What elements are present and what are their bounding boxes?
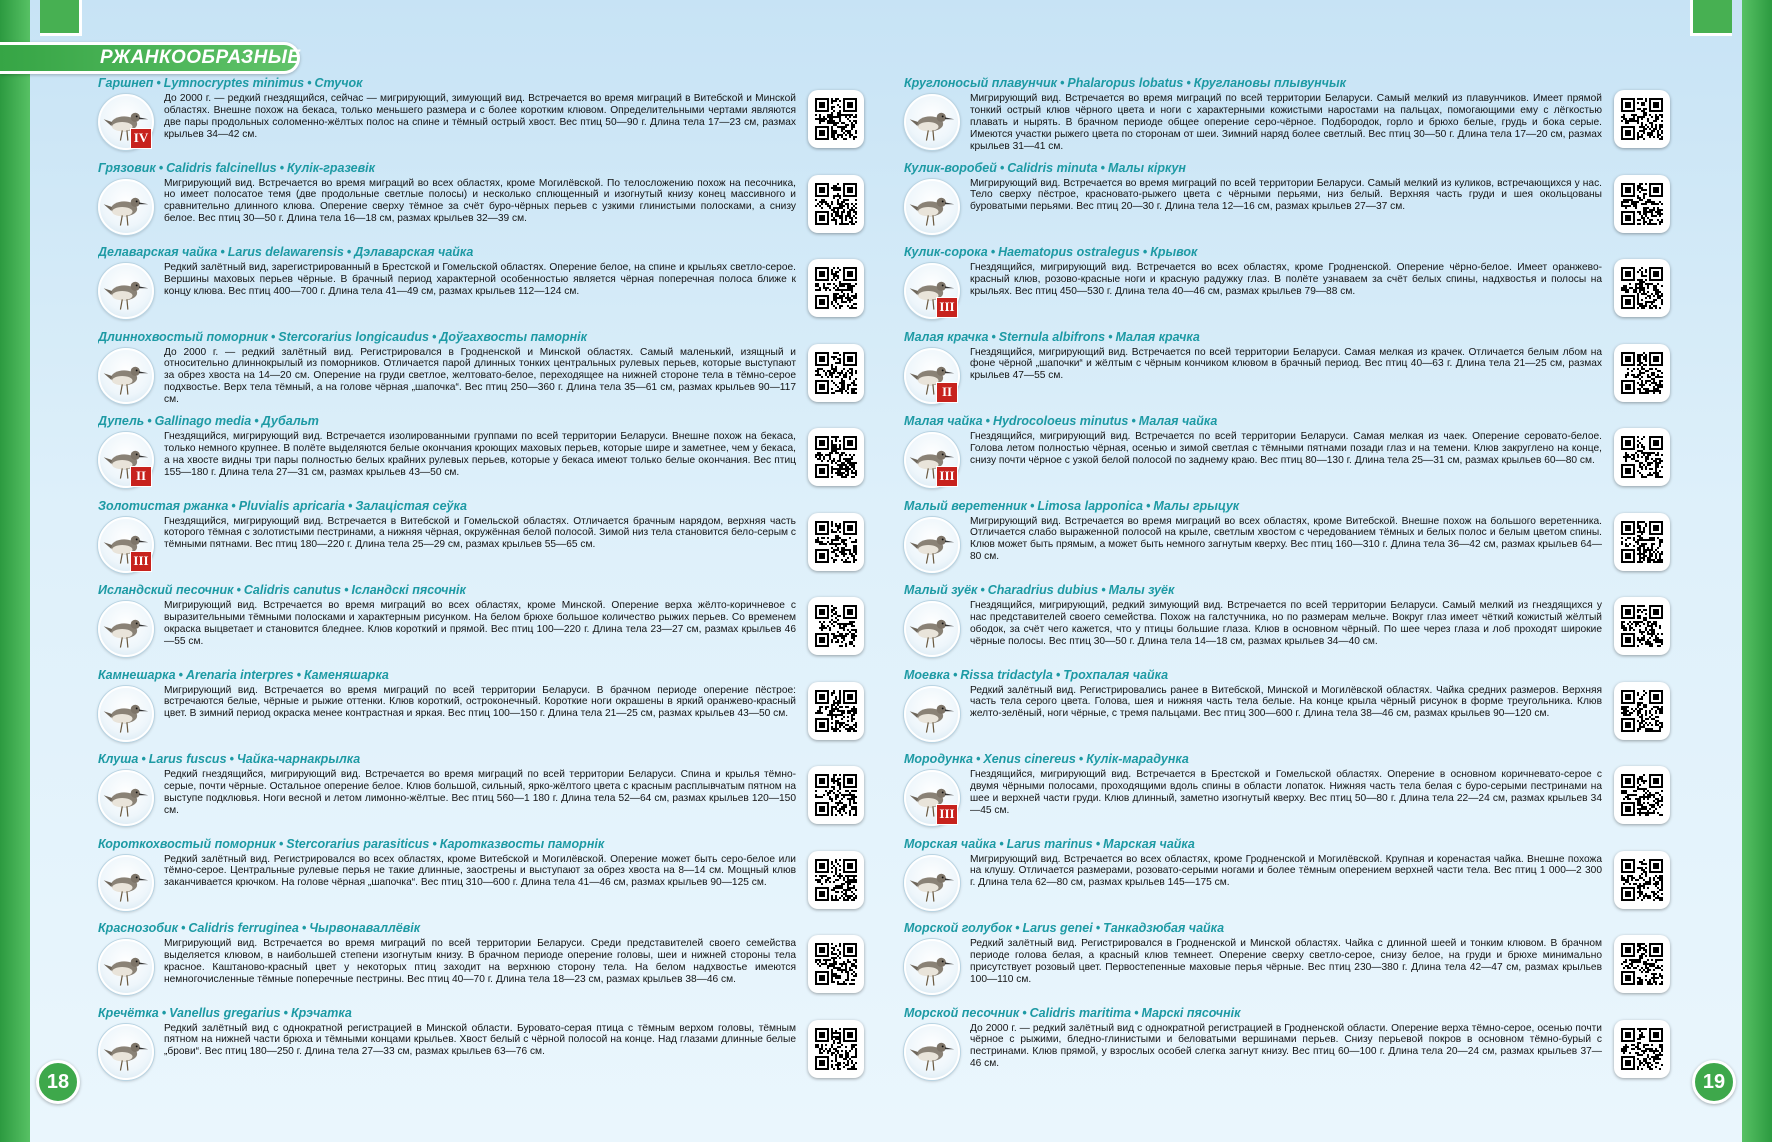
- species-name-latin: Charadrius dubius: [987, 583, 1099, 597]
- red-book-category-badge: III: [936, 466, 958, 487]
- bird-photo: [98, 601, 154, 657]
- species-entry: [98, 499, 868, 584]
- separator-dot: •: [344, 583, 349, 597]
- qr-pattern: [1621, 182, 1663, 226]
- species-heading: [98, 583, 868, 597]
- separator-dot: •: [296, 667, 301, 682]
- separator-dot: •: [346, 245, 352, 259]
- qr-code[interactable]: [1614, 766, 1670, 824]
- species-name-ru: Моевка: [904, 667, 950, 682]
- species-name-by: Каротказвосты паморнік: [439, 836, 605, 851]
- species-entry: [98, 245, 868, 330]
- species-name-by: Малы кіркун: [1107, 160, 1186, 175]
- species-entry: [904, 499, 1674, 584]
- separator-dot: •: [161, 1005, 167, 1020]
- species-name-latin: Vanellus gregarius: [169, 1005, 281, 1020]
- species-name-latin: Stercorarius parasiticus: [286, 836, 430, 851]
- qr-code[interactable]: [1614, 259, 1670, 317]
- bird-photo: [904, 686, 960, 742]
- qr-code[interactable]: [808, 851, 864, 909]
- species-name-latin: Larus marinus: [1006, 836, 1093, 851]
- species-heading: [98, 921, 868, 935]
- species-entry: [98, 583, 868, 668]
- species-name-latin: Rissa tridactyla: [960, 667, 1053, 682]
- qr-pattern: [815, 435, 857, 479]
- bird-photo: [904, 179, 960, 235]
- species-entry: [904, 1006, 1674, 1091]
- bird-icon: [906, 857, 958, 909]
- species-description: Редкий залётный вид. Регистрировались ранее в Витебской, Минской и Могилёвской областях. Чайка средних размеров. Верхняя часть тела серого цвета. Голова, шея и нижняя часть тела белые. На конце крыла чёрный рисунок в форме треугольника. Клюв желто-зелёный, ноги чёрные, с тремя пальцами. Вес птиц 300—600 г. Длина тела 38—46 см, размах крыльев 90—120 см.: [970, 684, 1602, 720]
- species-name-ru: Кулик-воробей: [904, 160, 997, 175]
- separator-dot: •: [431, 329, 437, 344]
- qr-code[interactable]: [1614, 851, 1670, 909]
- separator-dot: •: [990, 245, 996, 259]
- bird-photo: [904, 94, 960, 150]
- qr-pattern: [1621, 1027, 1663, 1071]
- species-description: Мигрирующий вид. Встречается во время миграций по всей территории Беларуси. Самый мелкий из куликов, встречающихся у нас. Тело сверху пёстрое, красновато-рыжего цвета с чёрными перьями, низ белый. Верхняя часть груди и шея окольцованы буроватыми перьями. Вес птиц 20—30 г. Длина тела 12—16 см, размах крыльев 27—37 см.: [970, 177, 1602, 213]
- species-name-latin: Larus genei: [1022, 921, 1093, 935]
- qr-code[interactable]: [1614, 513, 1670, 571]
- species-name-by: Танкадзюбая чайка: [1103, 921, 1225, 935]
- species-entry: [904, 245, 1674, 330]
- bird-photo: [98, 855, 154, 911]
- species-name-ru: Дупель: [98, 414, 145, 428]
- separator-dot: •: [307, 76, 312, 90]
- qr-code[interactable]: [808, 597, 864, 655]
- qr-code[interactable]: [808, 259, 864, 317]
- species-entry: [98, 330, 868, 415]
- qr-pattern: [815, 942, 857, 986]
- separator-dot: •: [1108, 329, 1113, 344]
- species-entry: [904, 414, 1674, 499]
- species-name-by: Трохпалая чайка: [1063, 667, 1169, 682]
- separator-dot: •: [1029, 498, 1035, 513]
- separator-dot: •: [1131, 414, 1136, 428]
- separator-dot: •: [985, 414, 990, 428]
- species-name-ru: Морской песочник: [904, 1005, 1020, 1020]
- separator-dot: •: [180, 921, 186, 935]
- species-name-by: Марскі пясочнік: [1141, 1005, 1241, 1020]
- qr-pattern: [1621, 435, 1663, 479]
- species-heading: [98, 837, 868, 851]
- qr-code[interactable]: [1614, 175, 1670, 233]
- species-name-latin: Hydrocoloeus minutus: [992, 414, 1129, 428]
- qr-pattern: [815, 97, 857, 141]
- species-name-by: Дэлаварская чайка: [354, 245, 474, 259]
- species-entry: [98, 752, 868, 837]
- qr-code[interactable]: [808, 935, 864, 993]
- qr-code[interactable]: [808, 1020, 864, 1078]
- separator-dot: •: [1100, 160, 1105, 175]
- species-name-latin: Pluvialis apricaria: [238, 498, 345, 513]
- species-name-by: Круглановы плывунчык: [1193, 76, 1346, 90]
- species-description: До 2000 г. — редкий залётный вид с однократной регистрацией в Гродненской области. Оперение верха тёмно-серое, осенью почти чёрное с рыжими, бледно-глинистыми и беловатыми вершинами перьев. Снизу перьевой покров в основном тёмно-бурый с пестринами. Клюв прямой, у взрослых особей слегка загнут книзу. Вес птиц 60—100 г. Длина тела 20—24 см, размах крыльев 37—46 см.: [970, 1022, 1602, 1070]
- species-heading: [98, 76, 868, 90]
- bird-icon: [906, 1026, 958, 1078]
- bird-icon: [100, 1026, 152, 1078]
- species-name-ru: Малая чайка: [904, 414, 983, 428]
- separator-dot: •: [147, 414, 152, 428]
- species-entry: [98, 1006, 868, 1091]
- species-entry: [98, 837, 868, 922]
- qr-pattern: [1621, 942, 1663, 986]
- species-heading: [98, 1006, 868, 1020]
- species-name-ru: Малый зуёк: [904, 583, 978, 597]
- species-name-by: Дубальт: [261, 414, 319, 428]
- species-heading: [904, 245, 1674, 259]
- species-name-ru: Исландский песочник: [98, 583, 234, 597]
- species-entry: [904, 330, 1674, 415]
- species-name-ru: Краснозобик: [98, 921, 178, 935]
- red-book-category-badge: III: [130, 551, 152, 572]
- bird-photo: [904, 601, 960, 657]
- species-description: Мигрирующий вид. Встречается во всех областях, кроме Гродненской и Могилёвской. Крупная и коренастая чайка. Внешне похожа на клушу. Отличается размерами, розовато-серыми ногами и более тёмным оперением верхней части тела. Вес птиц 1 000—2 300 г. Длина тела 62—80 см, размах крыльев 145—175 см.: [970, 853, 1602, 889]
- species-heading: [98, 330, 868, 344]
- red-book-category-badge: III: [936, 297, 958, 318]
- species-description: Мигрирующий вид. Встречается во время миграций по всей территории Беларуси. В брачном периоде оперение пёстрое: встречаются белые, чёрные и рыжие оттенки. Клюв короткий, остроконечный. Короткие ноги окрашены в яркий оранжево-красный цвет. В зимний период окраска менее контрастная и яркая. Вес птиц 100—150 г. Длина тела 21—25 см, размах крыльев 43—50 см.: [164, 684, 796, 720]
- bird-icon: [100, 857, 152, 909]
- page-number-left: 18: [36, 1060, 80, 1104]
- bird-icon: [100, 350, 152, 402]
- separator-dot: •: [1015, 921, 1020, 935]
- separator-dot: •: [283, 1005, 288, 1020]
- species-entry: [98, 161, 868, 246]
- species-name-by: Кулік-марадунка: [1086, 752, 1189, 766]
- species-name-latin: Limosa lapponica: [1037, 498, 1143, 513]
- species-heading: [904, 499, 1674, 513]
- section-title: РЖАНКООБРАЗНЫЕ: [100, 47, 301, 68]
- qr-pattern: [1621, 858, 1663, 902]
- species-entry: [904, 668, 1674, 753]
- species-entry: [98, 921, 868, 1006]
- species-description: Гнездящийся, мигрирующий вид. Встречается во всех областях, кроме Гродненской. Оперение чёрно-белое. Имеет оранжево-красный клюв, розово-красные ноги и красную радужку глаз. В полёте узнаваем за счёт белых спины, надхвостья и полосы на крыльях. Вес птиц 450—530 г. Длина тела 40—46 см, размах крыльев 79—88 см.: [970, 262, 1602, 297]
- separator-dot: •: [301, 921, 307, 935]
- qr-pattern: [815, 604, 857, 648]
- species-description: Гнездящийся, мигрирующий вид. Встречается в Брестской и Гомельской областях. Оперение в основном коричневато-серое с двумя чёрными полосами, проходящими вдоль спины в области лопаток. Нижняя часть тела белая с буро-серыми пестринами на шее и верхней части груди. Клюв длинный, заметно изогнутый кверху. Вес птиц 50—80 г. Длина тела 22—24 см, размах крыльев 34—45 см.: [970, 769, 1602, 816]
- species-description: Редкий гнездящийся, мигрирующий вид. Встречается во время миграций по всей территории Беларуси. Спина и крылья тёмно-серые, почти чёрные. Остальное оперение белое. Клюв большой, сильный, ярко-жёлтого цвета с красным расплывчатым пятном на выступе подклювья. Ноги весной и летом лимонно-жёлтые. Вес птиц 560—1 180 г. Длина тела 52—64 см, размах крыльев 120—150 см.: [164, 769, 796, 816]
- separator-dot: •: [156, 76, 161, 90]
- species-heading: [904, 161, 1674, 175]
- bird-icon: [906, 96, 958, 148]
- bird-icon: [906, 688, 958, 740]
- species-name-ru: Клуша: [98, 752, 139, 766]
- separator-dot: •: [141, 752, 146, 766]
- separator-dot: •: [229, 752, 234, 766]
- qr-pattern: [1621, 97, 1663, 141]
- species-name-latin: Larus fuscus: [148, 752, 227, 766]
- bird-icon: [100, 772, 152, 824]
- qr-code[interactable]: [1614, 344, 1670, 402]
- species-heading: [904, 583, 1674, 597]
- qr-pattern: [1621, 520, 1663, 564]
- species-name-latin: Arenaria interpres: [185, 667, 294, 682]
- species-name-by: Ісландскі пясочнік: [351, 583, 466, 597]
- bird-icon: [906, 181, 958, 233]
- bird-photo: [98, 179, 154, 235]
- qr-pattern: [1621, 604, 1663, 648]
- bird-icon: [100, 181, 152, 233]
- species-name-by: Доўгахвосты паморнік: [439, 329, 587, 344]
- separator-dot: •: [1078, 752, 1084, 766]
- qr-pattern: [1621, 351, 1663, 395]
- separator-dot: •: [1095, 836, 1101, 851]
- qr-code[interactable]: [808, 428, 864, 486]
- species-name-by: Малая чайка: [1138, 414, 1218, 428]
- qr-code[interactable]: [808, 513, 864, 571]
- separator-dot: •: [953, 667, 958, 682]
- qr-pattern: [815, 182, 857, 226]
- species-name-by: Кулік-гразевік: [286, 160, 375, 175]
- species-name-latin: Gallinago media: [154, 414, 252, 428]
- bird-photo: [904, 855, 960, 911]
- species-entry: [904, 837, 1674, 922]
- species-name-by: Стучок: [314, 76, 363, 90]
- species-entry: [904, 76, 1674, 161]
- qr-pattern: [815, 858, 857, 902]
- species-heading: [904, 668, 1674, 682]
- species-name-latin: Calidris falcinellus: [166, 160, 277, 175]
- qr-pattern: [815, 266, 857, 310]
- separator-dot: •: [999, 160, 1005, 175]
- species-description: Редкий залётный вид. Регистрировался в Гродненской и Минской областях. Чайка с длинной шеей и тонким клювом. В брачном периоде голова белая, а красный клюв темнеет. Оперение сверху светло-серое, снизу белое, на груди и брюхе минимально присутствует розовый цвет. Первостепенные маховые перья чёрные. Вес птиц 230—380 г. Длина тела 42—47 см, размах крыльев 100—110 см.: [970, 938, 1602, 985]
- species-name-by: Залацістая сеўка: [355, 498, 467, 513]
- species-heading: [904, 921, 1674, 935]
- species-description: Мигрирующий вид. Встречается во время миграций во всех областях, кроме Витебской. Внешне похож на большого веретенника. Отличается слабо выраженной полосой на крыле, светлым хвостом с чередованием тёмных и белых полос и белым цветом спины. Клюв может быть прямым, а может быть немного загнутым кверху. Вес птиц 160—310 г. Длина тела 36—42 см, размах крыльев 64—80 см.: [970, 515, 1602, 563]
- bird-photo: [98, 1024, 154, 1080]
- qr-code[interactable]: [1614, 935, 1670, 993]
- red-book-category-badge: III: [936, 804, 958, 825]
- species-name-ru: Длиннохвостый поморник: [98, 329, 268, 344]
- bird-photo: [98, 263, 154, 319]
- species-description: Редкий залётный вид с однократной регистрацией в Минской области. Буровато-серая птица с тёмным верхом головы, тёмным пятном на нижней части брюха и тёмными концами крыльев. Хвост белый с чёрной полосой на конце. Над глазами длинные белые „брови“. Вес птиц 180—250 г. Длина тела 27—33 см, размах крыльев 63—76 см.: [164, 1022, 796, 1058]
- species-name-by: Чайка-чарнакрылка: [236, 752, 361, 766]
- species-description: До 2000 г. — редкий гнездящийся, сейчас — мигрирующий, зимующий вид. Встречается во время миграций в Витебской и Минской областях. Внешне похож на бекаса, только меньшего размера и с более коротким клювом. Определительными чертами являются две пары продольных соломенно-жёлтых полос на спине и тёмный острый хвост. Вес птиц 50—90 г. Длина тела 17—23 см, размах крыльев 34—42 см.: [164, 93, 796, 140]
- separator-dot: •: [1145, 498, 1151, 513]
- separator-dot: •: [178, 667, 183, 682]
- qr-pattern: [1621, 773, 1663, 817]
- species-entry: [98, 414, 868, 499]
- separator-dot: •: [980, 583, 985, 597]
- species-name-by: Крывок: [1150, 245, 1198, 259]
- species-name-by: Марская чайка: [1103, 836, 1195, 851]
- species-description: Гнездящийся, мигрирующий вид. Встречается изолированными группами по всей территории Беларуси. Внешне похож на бекаса, только немного крупнее. В полёте выделяются белые окончания кроющих маховых перьев, которые шире и заметнее, чем у бекаса, а на хвосте видны три пары полностью белых крайних рулевых перьев, которые у бекаса имеют только белые окончания. Вес птиц 155—180 г. Длина тела 27—31 см, размах крыльев 43—50 см.: [164, 431, 796, 478]
- separator-dot: •: [236, 583, 241, 597]
- species-name-by: Малая крачка: [1115, 329, 1200, 344]
- bird-photo: [904, 1024, 960, 1080]
- qr-pattern: [815, 520, 857, 564]
- separator-dot: •: [1186, 76, 1191, 90]
- separator-dot: •: [1060, 76, 1065, 90]
- species-heading: [98, 414, 868, 428]
- species-heading: [98, 752, 868, 766]
- red-book-category-badge: II: [936, 382, 958, 403]
- species-description: Редкий залётный вид, зарегистрированный в Брестской и Гомельской областях. Оперение белое, на спине и крыльях светло-серое. Вершины маховых перьев чёрные. В брачный период характерной особенностью является чёрная поперечная полоса ближе к концу клюва. Вес птиц 400—700 г. Длина тела 41—49 см, размах крыльев 112—124 см.: [164, 262, 796, 297]
- species-name-ru: Кречётка: [98, 1005, 159, 1020]
- species-name-latin: Lymnocryptes minimus: [163, 76, 305, 90]
- bird-photo: [904, 517, 960, 573]
- species-name-ru: Делаварская чайка: [98, 245, 218, 259]
- species-entry: [904, 921, 1674, 1006]
- species-description: Мигрирующий вид. Встречается во время миграций во всех областях, кроме Минской. Оперение верха жёлто-коричневое с выразительными тёмными полосками и характерным рисунком. На белом брюхе большое количество рыжих перьев. Со временем окраска выцветает и становится бледнее. Клюв короткий и прямой. Вес птиц 100—220 г. Длина тела 23—27 см, размах крыльев 46—55 см.: [164, 600, 796, 647]
- separator-dot: •: [1101, 583, 1106, 597]
- species-name-ru: Морская чайка: [904, 836, 997, 851]
- species-heading: [98, 245, 868, 259]
- qr-code[interactable]: [808, 175, 864, 233]
- qr-code[interactable]: [1614, 682, 1670, 740]
- species-name-latin: Haematopus ostralegus: [998, 245, 1140, 259]
- separator-dot: •: [999, 836, 1004, 851]
- separator-dot: •: [1055, 667, 1061, 682]
- right-page-edge: [1742, 0, 1772, 1142]
- bird-photo: [98, 686, 154, 742]
- bird-photo: [98, 770, 154, 826]
- top-tab-left: [40, 0, 82, 36]
- species-name-by: Каменяшарка: [304, 667, 389, 682]
- species-name-latin: Calidris minuta: [1007, 160, 1098, 175]
- qr-code[interactable]: [808, 766, 864, 824]
- separator-dot: •: [991, 329, 996, 344]
- species-name-latin: Phalaropus lobatus: [1067, 76, 1184, 90]
- qr-code[interactable]: [1614, 1020, 1670, 1078]
- separator-dot: •: [1142, 245, 1148, 259]
- bird-icon: [100, 941, 152, 993]
- species-heading: [98, 161, 868, 175]
- qr-pattern: [1621, 689, 1663, 733]
- species-entry: [98, 76, 868, 161]
- bird-icon: [100, 603, 152, 655]
- species-name-ru: Кулик-сорока: [904, 245, 988, 259]
- separator-dot: •: [279, 160, 284, 175]
- species-heading: [904, 837, 1674, 851]
- species-entry: [98, 668, 868, 753]
- red-book-category-badge: II: [130, 466, 152, 487]
- red-book-category-badge: IV: [130, 128, 152, 149]
- bird-icon: [906, 519, 958, 571]
- species-name-by: Малы грыцук: [1153, 498, 1240, 513]
- species-name-ru: Круглоносый плавунчик: [904, 76, 1057, 90]
- top-tab-right: [1690, 0, 1732, 36]
- separator-dot: •: [231, 498, 236, 513]
- species-description: Гнездящийся, мигрирующий, редкий зимующий вид. Встречается по всей территории Беларуси. Самый мелкий из гнездящихся у нас представителей своего семейства. Похож на галстучника, но по размерам мельче. Вокруг глаз имеет чёткий кожистый жёлтый ободок, за счёт чего кажется, что у птицы большие глаза. Клюв в основном чёрный. По шее через глаза и лоб проходят широкие чёрные полосы. Вес птиц 30—50 г. Длина тела 14—18 см, размах крыльев 34—40 см.: [970, 600, 1602, 647]
- species-heading: [98, 499, 868, 513]
- left-page-edge: [0, 0, 30, 1142]
- species-name-ru: Мородунка: [904, 752, 973, 766]
- species-heading: [904, 76, 1674, 90]
- section-band: [0, 42, 300, 74]
- separator-dot: •: [1134, 1005, 1139, 1020]
- species-name-ru: Малая крачка: [904, 329, 989, 344]
- species-description: Гнездящийся, мигрирующий вид. Встречается по всей территории Беларуси. Самая мелкая из чаек. Оперение серовато-белое. Голова летом полностью чёрная, осенью и зимой светлая с тёмными пятнами позади глаз и на темени. Клюв закруглено на конце, снизу почти чёрное с узкой белой полосой по заднему краю. Вес птиц 80—130 г. Длина тела 25—31 см, размах крыльев 60—80 см.: [970, 431, 1602, 466]
- species-name-latin: Calidris maritima: [1029, 1005, 1132, 1020]
- species-name-ru: Короткохвостый поморник: [98, 836, 276, 851]
- species-heading: [904, 330, 1674, 344]
- bird-icon: [100, 265, 152, 317]
- species-name-by: Малы зуёк: [1108, 583, 1175, 597]
- species-name-ru: Камнешарка: [98, 667, 176, 682]
- species-name-by: Крэчатка: [290, 1005, 352, 1020]
- species-heading: [904, 752, 1674, 766]
- species-name-ru: Морской голубок: [904, 921, 1013, 935]
- page-number-right: 19: [1692, 1060, 1736, 1104]
- bird-photo: [98, 939, 154, 995]
- species-description: Мигрирующий вид. Встречается во время миграций по всей территории Беларуси. Среди представителей своего семейства выделяется клювом, в наибольшей степени изогнутым книзу. В брачном периоде оперение головы, шеи и нижней стороны тела красное. Каштаново-красный цвет у некоторых птиц заходит на верхнюю сторону тела. На белом надхвостье имеются немногочисленные тёмные поперечные пестрины. Вес птиц 40—70 г. Длина тела 18—23 см, размах крыльев 38—46 см.: [164, 938, 796, 985]
- qr-pattern: [1621, 266, 1663, 310]
- bird-icon: [906, 603, 958, 655]
- species-name-latin: Calidris ferruginea: [188, 921, 299, 935]
- qr-pattern: [815, 689, 857, 733]
- qr-code[interactable]: [808, 682, 864, 740]
- separator-dot: •: [158, 160, 164, 175]
- qr-code[interactable]: [1614, 428, 1670, 486]
- separator-dot: •: [976, 752, 981, 766]
- species-description: Мигрирующий вид. Встречается во время миграций во всех областях, кроме Могилёвской. По телосложению похож на песочника, но имеет полосатое темя (две продольные светлые полосы) и несколько сплющенный и изогнутый книзу конец массивного и сравнительно длинного клюва. Оперение сверху тёмное за счёт буро-чёрных перьев с узкими глинистыми полосками, а снизу белое. Вес птиц 30—50 г. Длина тела 16—18 см, размах крыльев 32—39 см.: [164, 177, 796, 225]
- separator-dot: •: [1095, 921, 1101, 935]
- separator-dot: •: [270, 329, 276, 344]
- species-description: Мигрирующий вид. Встречается во время миграций по всей территории Беларуси. Самый мелкий из плавунчиков. Имеет прямой тонкий острый клюв чёрного цвета и ноги с характерными кожистыми наростами на пальцах, помогающими ему с лёгкостью плавать и нырять. В брачном периоде общее оперение серо-чёрное. Подбородок, горло и брюхо белые, грудь и бока серые. Имеются участки рыжего цвета по сторонам от шеи. Зимний наряд более светлый. Вес птиц 30—50 г. Длина тела 17—20 см, размах крыльев 31—41 см.: [970, 93, 1602, 152]
- species-name-latin: Xenus cinereus: [983, 752, 1076, 766]
- species-name-ru: Грязовик: [98, 160, 156, 175]
- species-name-latin: Stercorarius longicaudus: [278, 329, 429, 344]
- separator-dot: •: [254, 414, 259, 428]
- species-entry: [904, 161, 1674, 246]
- qr-pattern: [815, 1027, 857, 1071]
- left-column: [98, 76, 868, 1090]
- species-name-by: Чырвонаваллёвік: [309, 921, 421, 935]
- qr-pattern: [815, 351, 857, 395]
- species-name-latin: Sternula albifrons: [998, 329, 1106, 344]
- species-heading: [98, 668, 868, 682]
- bird-icon: [100, 688, 152, 740]
- species-description: Гнездящийся, мигрирующий вид. Встречается по всей территории Беларуси. Самая мелкая из крачек. Отличается белым лбом на фоне чёрной „шапочки“ и жёлтым с чёрным кончиком клювом в брачный период. Вес птиц 40—63 г. Длина тела 21—25 см, размах крыльев 47—55 см.: [970, 346, 1602, 382]
- separator-dot: •: [278, 836, 284, 851]
- qr-code[interactable]: [808, 90, 864, 148]
- species-name-ru: Малый веретенник: [904, 498, 1027, 513]
- species-heading: [904, 414, 1674, 428]
- bird-photo: [904, 939, 960, 995]
- species-name-latin: Larus delawarensis: [227, 245, 344, 259]
- right-column: [904, 76, 1674, 1090]
- qr-code[interactable]: [1614, 597, 1670, 655]
- species-description: До 2000 г. — редкий залётный вид. Регистрировался в Гродненской и Минской областях. Самый маленький, изящный и относительно длиннокрылый из поморников. Отличается парой длинных тонких центральных рулевых перьев, которые выступают за обрез хвоста на 14—20 см. Оперение на груди светлое, желтовато-белое, переходящее на нижней стороне тела в тёмно-серое подхвостье. Верх тела тёмный, а на голове чёрная „шапочка“. Вес птиц 250—360 г. Длина тела 35—61 см, размах крыльев 90—117 см.: [164, 346, 796, 406]
- bird-icon: [906, 941, 958, 993]
- species-entry: [904, 752, 1674, 837]
- species-name-ru: Золотистая ржанка: [98, 498, 229, 513]
- separator-dot: •: [220, 245, 225, 259]
- species-heading: [904, 1006, 1674, 1020]
- species-name-latin: Calidris canutus: [243, 583, 342, 597]
- separator-dot: •: [348, 498, 353, 513]
- qr-code[interactable]: [808, 344, 864, 402]
- species-description: Редкий залётный вид. Регистрировался во всех областях, кроме Витебской и Могилёвской. Оперение может быть серо-белое или тёмно-серое. Центральные рулевые перья не такие длинные, заострены и выступают за обрез хвоста на 8—14 см. Мощный клюв заканчивается крючком. На голове чёрная „шапочка“. Вес птиц 310—600 г. Длина тела 41—46 см, размах крыльев 90—125 см.: [164, 853, 796, 889]
- separator-dot: •: [1022, 1005, 1027, 1020]
- qr-code[interactable]: [1614, 90, 1670, 148]
- species-description: Гнездящийся, мигрирующий вид. Встречается в Витебской и Гомельской областях. Отличается брачным нарядом, верхняя часть которого тёмная с золотистыми пестринами, а нижняя чёрная, окружённая белой полосой. Зимой низ тела становится бело-серым с тёмными пятнами. Вес птиц 180—220 г. Длина тела 25—29 см, размах крыльев 55—65 см.: [164, 515, 796, 551]
- species-entry: [904, 583, 1674, 668]
- separator-dot: •: [432, 836, 437, 851]
- species-name-ru: Гаршнеп: [98, 76, 154, 90]
- qr-pattern: [815, 773, 857, 817]
- bird-photo: [98, 348, 154, 404]
